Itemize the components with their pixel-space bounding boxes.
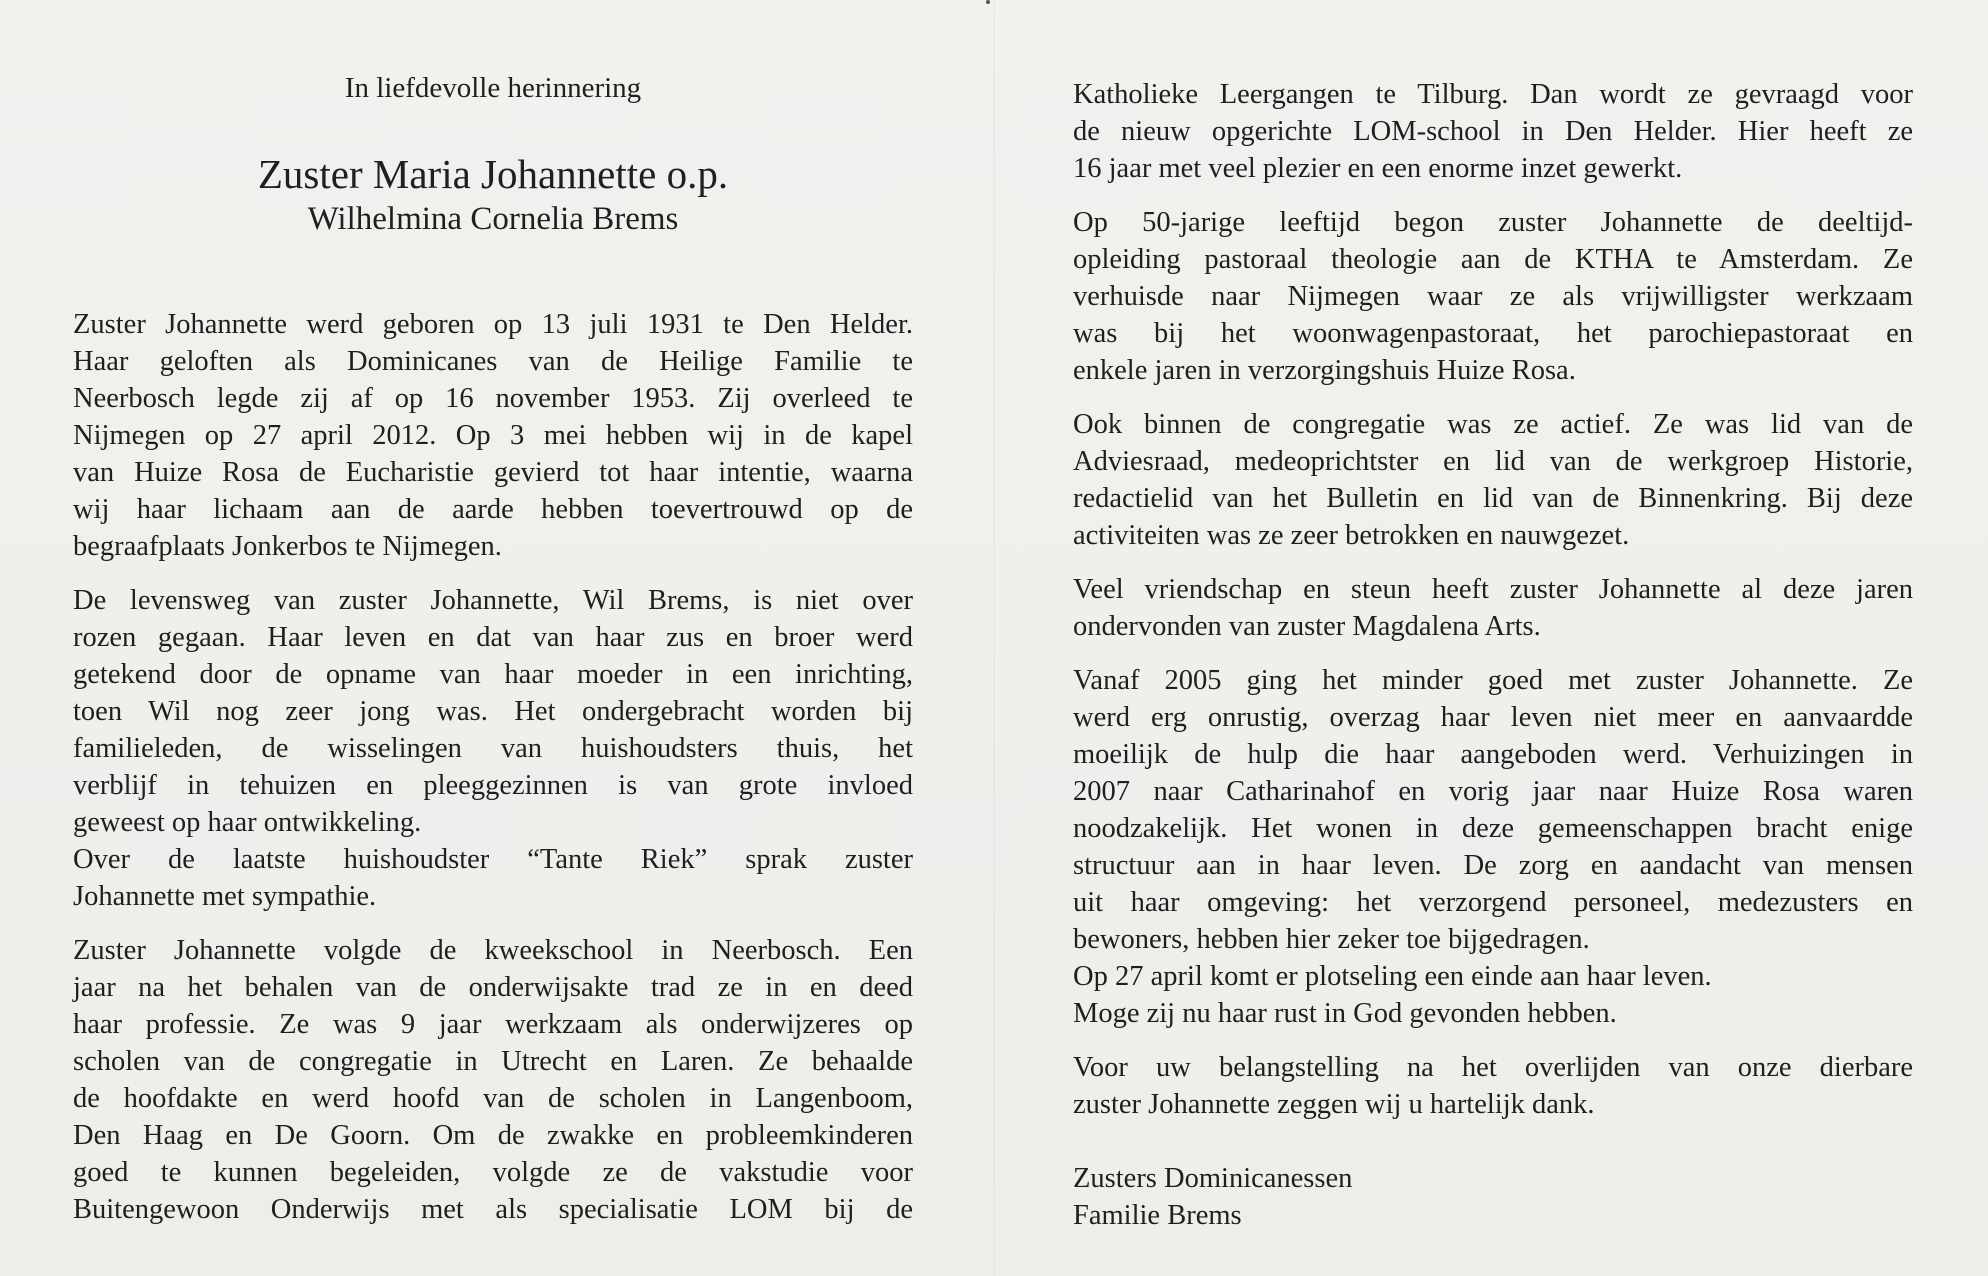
text-line: Over de laatste huishoudster “Tante Riek” sprak zuster bbox=[73, 844, 913, 875]
text-line: Neerbosch legde zij af op 16 november 1953. Zij overleed te bbox=[73, 383, 913, 414]
text-line: Den Haag en De Goorn. Om de zwakke en probleemkinderen bbox=[73, 1120, 913, 1151]
text-line: 2007 naar Catharinahof en vorig jaar naar Huize Rosa waren bbox=[1073, 776, 1913, 807]
text-line: goed te kunnen begeleiden, volgde ze de vakstudie voor bbox=[73, 1157, 913, 1188]
text-line: rozen gegaan. Haar leven en dat van haar zus en broer werd bbox=[73, 622, 913, 653]
intro-text: In liefdevolle herinnering bbox=[344, 72, 642, 104]
text-line: verhuisde naar Nijmegen waar ze als vrijwilligster werkzaam bbox=[1073, 281, 1913, 312]
text-line: van Huize Rosa de Eucharistie gevierd tot haar intentie, waarna bbox=[73, 457, 913, 488]
paragraph-congregation bbox=[1073, 406, 1913, 554]
text-line: begraafplaats Jonkerbos te Nijmegen. bbox=[73, 531, 502, 562]
text-line: jaar na het behalen van de onderwijsakte trad ze in en deed bbox=[73, 972, 913, 1003]
text-line: bewoners, hebben hier zeker toe bijgedragen. bbox=[1073, 924, 1590, 955]
text-line: Nijmegen op 27 april 2012. Op 3 mei hebben wij in de kapel bbox=[73, 420, 913, 451]
text-line: uit haar omgeving: het verzorgend personeel, medezusters en bbox=[1073, 887, 1913, 918]
text-line: was bij het woonwagenpastoraat, het parochiepastoraat en bbox=[1073, 318, 1913, 349]
paragraph-thanks bbox=[1073, 1049, 1913, 1123]
paragraph-friendship bbox=[1073, 571, 1913, 645]
left-column bbox=[73, 70, 913, 1245]
text-line: Voor uw belangstelling na het overlijden van onze dierbare bbox=[1073, 1052, 1913, 1083]
text-line: Haar geloften als Dominicanes van de Heilige Familie te bbox=[73, 346, 913, 377]
text-line: Veel vriendschap en steun heeft zuster Johannette al deze jaren bbox=[1073, 574, 1913, 605]
text-line: de nieuw opgerichte LOM-school in Den Helder. Hier heeft ze bbox=[1073, 116, 1913, 147]
text-line: de hoofdakte en werd hoofd van de scholen in Langenboom, bbox=[73, 1083, 913, 1114]
text-line: Zuster Johannette volgde de kweekschool in Neerbosch. Een bbox=[73, 935, 913, 966]
card-fold bbox=[993, 0, 995, 1276]
text-line: Op 50-jarige leeftijd begon zuster Johannette de deeltijd- bbox=[1073, 207, 1913, 238]
text-line: Buitengewoon Onderwijs met als specialisatie LOM bij de bbox=[73, 1194, 913, 1225]
paragraph-birth-and-death bbox=[73, 306, 913, 565]
text-line: Johannette met sympathie. bbox=[73, 881, 377, 912]
signature-line: Familie Brems bbox=[1073, 1200, 1242, 1231]
text-line: opleiding pastoraal theologie aan de KTHA te Amsterdam. Ze bbox=[1073, 244, 1913, 275]
text-line: zuster Johannette zeggen wij u hartelijk dank. bbox=[1073, 1089, 1595, 1120]
text-line: geweest op haar ontwikkeling. bbox=[73, 807, 422, 838]
text-line: 16 jaar met veel plezier en een enorme inzet gewerkt. bbox=[1073, 153, 1683, 184]
text-line: Vanaf 2005 ging het minder goed met zuster Johannette. Ze bbox=[1073, 665, 1913, 696]
paragraph-lom-school bbox=[1073, 76, 1913, 187]
paragraph-life-path bbox=[73, 582, 913, 915]
text-line: getekend door de opname van haar moeder in een inrichting, bbox=[73, 659, 913, 690]
text-line: enkele jaren in verzorgingshuis Huize Rosa. bbox=[1073, 355, 1576, 386]
text-line: Zuster Johannette werd geboren op 13 juli 1931 te Den Helder. bbox=[73, 309, 913, 340]
text-line: activiteiten was ze zeer betrokken en nauwgezet. bbox=[1073, 520, 1630, 551]
text-line: noodzakelijk. Het wonen in deze gemeenschappen bracht enige bbox=[1073, 813, 1913, 844]
paragraph-final-years bbox=[1073, 662, 1913, 1032]
text-line: De levensweg van zuster Johannette, Wil Brems, is niet over bbox=[73, 585, 913, 616]
text-line: Adviesraad, medeoprichtster en lid van de werkgroep Historie, bbox=[1073, 446, 1913, 477]
text-line: toen Wil nog zeer jong was. Het ondergebracht worden bij bbox=[73, 696, 913, 727]
text-line: wij haar lichaam aan de aarde hebben toevertrouwd op de bbox=[73, 494, 913, 525]
fold-mark bbox=[986, 0, 990, 4]
text-line: haar professie. Ze was 9 jaar werkzaam als onderwijzeres op bbox=[73, 1009, 913, 1040]
text-line: redactielid van het Bulletin en lid van de Binnenkring. Bij deze bbox=[1073, 483, 1913, 514]
text-line: ondervonden van zuster Magdalena Arts. bbox=[1073, 611, 1541, 642]
text-line: verblijf in tehuizen en pleeggezinnen is van grote invloed bbox=[73, 770, 913, 801]
religious-name: Zuster Maria Johannette o.p. bbox=[257, 151, 729, 197]
signature-line: Zusters Dominicanessen bbox=[1073, 1163, 1353, 1194]
paragraph-education-career bbox=[73, 932, 913, 1228]
signature-block bbox=[1073, 1160, 1913, 1234]
text-line: Moge zij nu haar rust in God gevonden hebben. bbox=[1073, 998, 1617, 1029]
text-line: Ook binnen de congregatie was ze actief. Ze was lid van de bbox=[1073, 409, 1913, 440]
text-line: Op 27 april komt er plotseling een einde aan haar leven. bbox=[1073, 961, 1712, 992]
text-line: werd erg onrustig, overzag haar leven niet meer en aanvaardde bbox=[1073, 702, 1913, 733]
birth-name: Wilhelmina Cornelia Brems bbox=[307, 201, 679, 237]
text-line: structuur aan in haar leven. De zorg en aandacht van mensen bbox=[1073, 850, 1913, 881]
text-line: scholen van de congregatie in Utrecht en Laren. Ze behaalde bbox=[73, 1046, 913, 1077]
text-line: familieleden, de wisselingen van huishoudsters thuis, het bbox=[73, 733, 913, 764]
right-column bbox=[1073, 76, 1913, 1234]
text-line: Katholieke Leergangen te Tilburg. Dan wordt ze gevraagd voor bbox=[1073, 79, 1913, 110]
text-line: moeilijk de hulp die haar aangeboden werd. Verhuizingen in bbox=[1073, 739, 1913, 770]
paragraph-pastoral-study bbox=[1073, 204, 1913, 389]
